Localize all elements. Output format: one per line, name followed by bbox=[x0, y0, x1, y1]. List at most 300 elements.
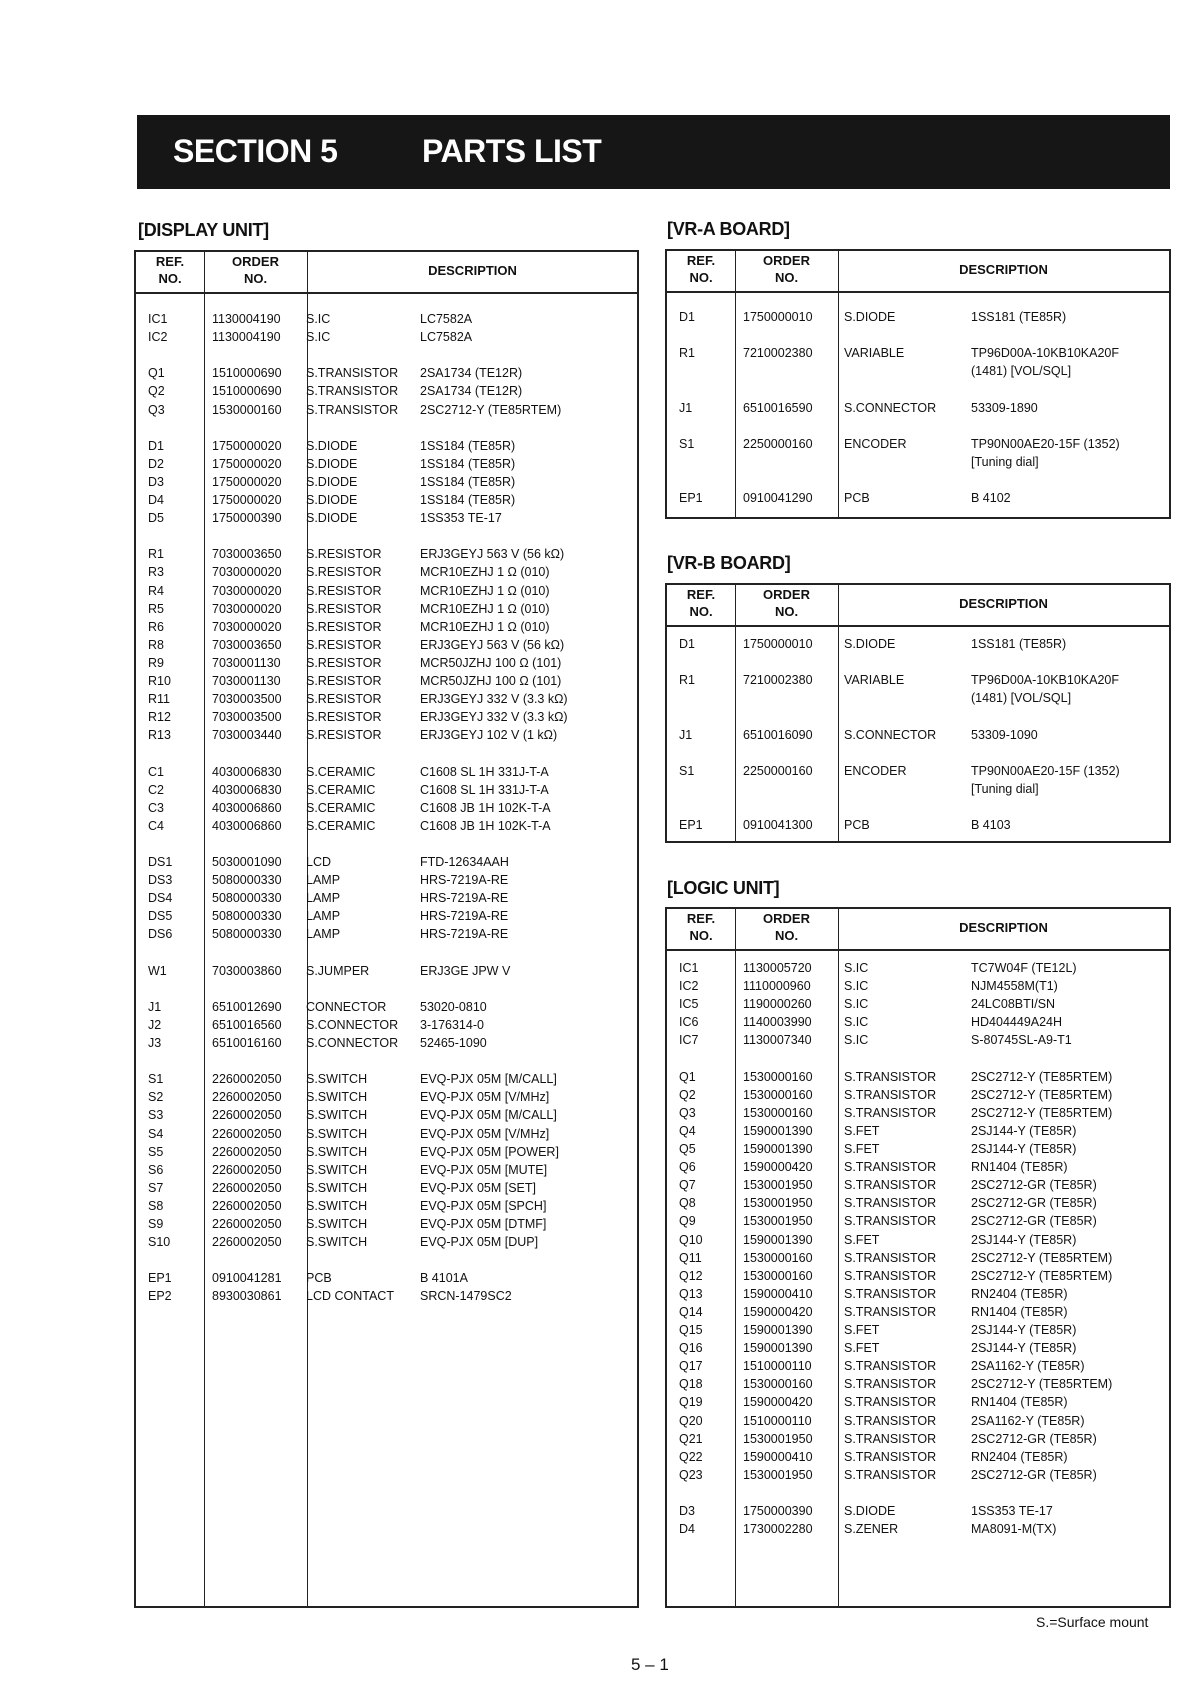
order-no-cell: 2250000160 bbox=[743, 436, 813, 451]
order-no-cell: 7030003650 bbox=[212, 547, 282, 562]
table-row bbox=[136, 781, 637, 799]
order-no-cell: 1750000020 bbox=[212, 493, 282, 507]
table-row bbox=[136, 310, 637, 328]
order-no-cell: 7210002380 bbox=[743, 673, 813, 688]
part-number-cell: C1608 JB 1H 102K-T-A bbox=[420, 800, 551, 815]
table-row bbox=[136, 690, 637, 708]
order-no-cell: 6510016560 bbox=[212, 1017, 282, 1032]
part-type-cell: S.TRANSISTOR bbox=[844, 1250, 937, 1265]
header-order: ORDER bbox=[763, 253, 810, 268]
part-number-cell: 53309-1890 bbox=[971, 400, 1038, 415]
column-divider bbox=[838, 251, 839, 517]
order-no-cell: 7030003440 bbox=[212, 728, 282, 743]
part-type-cell: S.SWITCH bbox=[306, 1217, 368, 1231]
ref-cell: Q9 bbox=[679, 1214, 696, 1229]
order-no-cell: 0910041300 bbox=[743, 818, 813, 832]
order-no-cell: 1530001950 bbox=[743, 1467, 813, 1482]
order-no-cell: 1530000160 bbox=[743, 1268, 813, 1283]
ref-cell: Q12 bbox=[679, 1268, 703, 1283]
ref-cell: IC7 bbox=[679, 1033, 699, 1048]
ref-cell: J3 bbox=[148, 1036, 162, 1050]
header-description: DESCRIPTION bbox=[959, 596, 1048, 611]
ref-cell: Q21 bbox=[679, 1431, 703, 1446]
ref-cell: EP1 bbox=[679, 818, 703, 832]
part-type-cell: S.DIODE bbox=[844, 1504, 896, 1518]
order-no-cell: 7030000020 bbox=[212, 601, 282, 616]
order-no-cell: 5080000330 bbox=[212, 891, 282, 906]
ref-cell: EP2 bbox=[148, 1289, 172, 1304]
part-type-cell: S.TRANSISTOR bbox=[844, 1377, 937, 1392]
part-number-cell: 2SC2712-Y (TE85RTEM) bbox=[971, 1377, 1113, 1392]
order-no-cell: 2260002050 bbox=[212, 1198, 282, 1213]
part-type-cell: S.DIODE bbox=[844, 310, 896, 324]
ref-cell: S8 bbox=[148, 1198, 164, 1213]
part-type-cell: S.TRANSISTOR bbox=[844, 1160, 937, 1175]
part-number-cell: TP90N00AE20-15F (1352) bbox=[971, 436, 1120, 451]
ref-cell: DS6 bbox=[148, 927, 173, 942]
order-no-cell: 1590001390 bbox=[743, 1123, 813, 1138]
order-no-cell: 1590000410 bbox=[743, 1286, 813, 1301]
part-type-cell: S.DIODE bbox=[306, 438, 358, 453]
part-number-cell: ERJ3GEYJ 563 V (56 kΩ) bbox=[420, 547, 565, 562]
part-type-cell: S.FET bbox=[844, 1323, 880, 1337]
part-type-cell: LCD bbox=[306, 855, 332, 869]
table-row bbox=[667, 362, 1169, 380]
order-no-cell: 7030000020 bbox=[212, 619, 282, 634]
table-row bbox=[667, 1393, 1169, 1411]
ref-cell: Q10 bbox=[679, 1232, 703, 1247]
part-number-cell: SRCN-1479SC2 bbox=[420, 1289, 512, 1304]
table-row bbox=[136, 871, 637, 889]
order-no-cell: 2260002050 bbox=[212, 1162, 282, 1177]
table-row bbox=[136, 509, 637, 527]
part-type-cell: S.IC bbox=[306, 330, 331, 345]
table-row bbox=[667, 1321, 1169, 1339]
order-no-cell: 1590000420 bbox=[743, 1304, 813, 1319]
table-row bbox=[667, 1194, 1169, 1212]
part-type-cell: S.TRANSISTOR bbox=[844, 1196, 937, 1211]
header-ref: REF. bbox=[155, 254, 185, 269]
order-no-cell: 1750000010 bbox=[743, 637, 813, 651]
vr-a-board-heading: [VR-A BOARD] bbox=[667, 219, 790, 239]
part-number-cell: 53020-0810 bbox=[420, 999, 487, 1014]
table-row bbox=[136, 1269, 637, 1287]
part-number-cell: (1481) [VOL/SQL] bbox=[971, 691, 1072, 706]
table-row bbox=[667, 1086, 1169, 1104]
table-row bbox=[667, 1285, 1169, 1303]
order-no-cell: 1510000690 bbox=[212, 366, 282, 381]
part-type-cell: S.RESISTOR bbox=[306, 728, 382, 743]
table-row bbox=[136, 1143, 637, 1161]
page-title: PARTS LIST bbox=[422, 133, 602, 169]
part-type-cell: S.TRANSISTOR bbox=[844, 1069, 937, 1084]
table-row bbox=[667, 1122, 1169, 1140]
part-type-cell: S.CONNECTOR bbox=[306, 1017, 399, 1032]
ref-cell: S1 bbox=[679, 436, 695, 451]
table-row bbox=[136, 455, 637, 473]
order-no-cell: 1510000690 bbox=[212, 384, 282, 399]
ref-cell: Q4 bbox=[679, 1123, 696, 1138]
ref-cell: Q1 bbox=[679, 1069, 696, 1084]
part-type-cell: S.CONNECTOR bbox=[844, 727, 937, 742]
ref-cell: D4 bbox=[148, 493, 164, 507]
part-number-cell: RN1404 (TE85R) bbox=[971, 1395, 1068, 1410]
part-number-cell: 1SS353 TE-17 bbox=[971, 1504, 1053, 1518]
part-number-cell: EVQ-PJX 05M [M/CALL] bbox=[420, 1108, 557, 1123]
part-type-cell: S.DIODE bbox=[306, 474, 358, 489]
part-type-cell: S.CONNECTOR bbox=[844, 400, 937, 415]
part-number-cell: C1608 SL 1H 331J-T-A bbox=[420, 764, 549, 779]
part-number-cell: LC7582A bbox=[420, 312, 473, 326]
part-number-cell: MCR10EZHJ 1 Ω (010) bbox=[420, 619, 550, 634]
part-type-cell: S.SWITCH bbox=[306, 1198, 368, 1213]
part-type-cell: S.DIODE bbox=[306, 511, 358, 526]
ref-cell: EP1 bbox=[679, 491, 703, 505]
order-no-cell: 7030001130 bbox=[212, 655, 281, 670]
order-no-cell: 1530000160 bbox=[743, 1377, 813, 1392]
part-number-cell: MCR50JZHJ 100 Ω (101) bbox=[420, 674, 562, 688]
table-row bbox=[667, 399, 1169, 417]
ref-cell: D1 bbox=[679, 310, 695, 324]
ref-cell: R4 bbox=[148, 583, 164, 598]
ref-cell: R9 bbox=[148, 655, 164, 670]
ref-cell: Q3 bbox=[679, 1105, 696, 1120]
part-type-cell: S.RESISTOR bbox=[306, 692, 382, 707]
table-row bbox=[667, 1502, 1169, 1520]
part-number-cell: 1SS184 (TE85R) bbox=[420, 456, 516, 471]
ref-cell: R11 bbox=[148, 692, 171, 707]
table-row bbox=[136, 1016, 637, 1034]
table-row bbox=[667, 780, 1169, 798]
table-row bbox=[667, 1158, 1169, 1176]
table-row bbox=[667, 995, 1169, 1013]
table-row bbox=[136, 364, 637, 382]
ref-cell: IC2 bbox=[679, 979, 699, 994]
part-type-cell: S.RESISTOR bbox=[306, 710, 382, 725]
part-type-cell: S.TRANSISTOR bbox=[844, 1178, 937, 1193]
table-row bbox=[667, 816, 1169, 834]
ref-cell: S7 bbox=[148, 1180, 164, 1195]
table-row bbox=[136, 907, 637, 925]
table-row bbox=[667, 671, 1169, 689]
ref-cell: R8 bbox=[148, 637, 164, 652]
part-number-cell: TC7W04F (TE12L) bbox=[971, 961, 1077, 975]
ref-cell: R1 bbox=[679, 673, 695, 688]
part-type-cell: S.SWITCH bbox=[306, 1180, 368, 1195]
display-unit-heading: [DISPLAY UNIT] bbox=[138, 220, 269, 240]
part-number-cell: 2SJ144-Y (TE85R) bbox=[971, 1142, 1077, 1156]
part-type-cell: LAMP bbox=[306, 891, 341, 906]
part-number-cell: ERJ3GE JPW V bbox=[420, 963, 511, 978]
part-type-cell: S.ZENER bbox=[844, 1522, 899, 1537]
order-no-cell: 6510016590 bbox=[743, 400, 813, 415]
table-row bbox=[136, 962, 637, 980]
part-type-cell: S.CERAMIC bbox=[306, 764, 376, 779]
order-no-cell: 4030006830 bbox=[212, 764, 282, 779]
ref-cell: S3 bbox=[148, 1108, 164, 1123]
part-type-cell: S.TRANSISTOR bbox=[844, 1431, 937, 1446]
order-no-cell: 1590001390 bbox=[743, 1341, 813, 1356]
ref-cell: R10 bbox=[148, 674, 171, 688]
table-row bbox=[136, 1233, 637, 1251]
vr-b-board-heading: [VR-B BOARD] bbox=[667, 553, 791, 573]
part-number-cell: 24LC08BTI/SN bbox=[971, 997, 1056, 1012]
order-no-cell: 7030003500 bbox=[212, 710, 282, 725]
ref-cell: Q7 bbox=[679, 1178, 696, 1193]
part-number-cell: 2SC2712-Y (TE85RTEM) bbox=[971, 1250, 1113, 1265]
ref-cell: S1 bbox=[148, 1072, 164, 1087]
header-ref: REF. bbox=[686, 911, 716, 926]
order-no-cell: 1750000020 bbox=[212, 456, 282, 471]
part-type-cell: S.IC bbox=[306, 312, 331, 326]
footnote: S.=Surface mount bbox=[1036, 1614, 1149, 1630]
table-row bbox=[667, 1176, 1169, 1194]
part-type-cell: S.JUMPER bbox=[306, 963, 370, 978]
order-no-cell: 1530000160 bbox=[212, 402, 282, 417]
part-number-cell: 2SC2712-GR (TE85R) bbox=[971, 1214, 1097, 1229]
header-description: DESCRIPTION bbox=[959, 920, 1048, 935]
part-number-cell: 2SC2712-Y (TE85RTEM) bbox=[971, 1087, 1113, 1102]
logic-unit-table bbox=[665, 907, 1171, 1608]
header-order: ORDER bbox=[232, 254, 279, 269]
order-no-cell: 1130004190 bbox=[212, 330, 281, 345]
table-row bbox=[667, 1231, 1169, 1249]
order-no-cell: 2260002050 bbox=[212, 1180, 282, 1195]
table-row bbox=[136, 636, 637, 654]
table-row bbox=[136, 1125, 637, 1143]
ref-cell: Q11 bbox=[679, 1250, 702, 1265]
part-number-cell: [Tuning dial] bbox=[971, 454, 1039, 469]
logic-unit-heading: [LOGIC UNIT] bbox=[667, 878, 780, 898]
part-number-cell: 2SC2712-Y (TE85RTEM) bbox=[971, 1268, 1113, 1283]
column-divider bbox=[735, 251, 736, 517]
part-number-cell: 1SS184 (TE85R) bbox=[420, 474, 516, 489]
ref-cell: D5 bbox=[148, 511, 164, 526]
table-row bbox=[136, 1179, 637, 1197]
order-no-cell: 2260002050 bbox=[212, 1126, 282, 1141]
part-type-cell: S.DIODE bbox=[844, 637, 896, 651]
part-number-cell: 1SS181 (TE85R) bbox=[971, 637, 1067, 651]
part-number-cell: EVQ-PJX 05M [DTMF] bbox=[420, 1217, 547, 1231]
part-type-cell: S.TRANSISTOR bbox=[306, 402, 399, 417]
ref-cell: D1 bbox=[679, 637, 695, 651]
table-row bbox=[667, 635, 1169, 653]
table-row bbox=[136, 473, 637, 491]
table-row bbox=[136, 1287, 637, 1305]
ref-cell: IC1 bbox=[148, 312, 168, 326]
header-order: ORDER bbox=[763, 587, 810, 602]
part-number-cell: ERJ3GEYJ 102 V (1 kΩ) bbox=[420, 728, 558, 743]
part-type-cell: S.TRANSISTOR bbox=[844, 1286, 937, 1301]
order-no-cell: 1530001950 bbox=[743, 1214, 813, 1229]
ref-cell: S5 bbox=[148, 1144, 164, 1159]
table-row bbox=[667, 1303, 1169, 1321]
part-number-cell: EVQ-PJX 05M [SET] bbox=[420, 1180, 537, 1195]
part-number-cell: 3-176314-0 bbox=[420, 1017, 484, 1032]
part-type-cell: ENCODER bbox=[844, 436, 907, 451]
header-ref-no: NO. bbox=[689, 604, 713, 619]
part-number-cell: EVQ-PJX 05M [V/MHz] bbox=[420, 1090, 550, 1105]
order-no-cell: 1750000020 bbox=[212, 474, 282, 489]
order-no-cell: 1750000390 bbox=[212, 511, 282, 526]
ref-cell: S1 bbox=[679, 763, 695, 778]
page-number: 5 – 1 bbox=[631, 1655, 669, 1674]
order-no-cell: 2260002050 bbox=[212, 1090, 282, 1105]
order-no-cell: 4030006860 bbox=[212, 800, 282, 815]
part-type-cell: S.CERAMIC bbox=[306, 818, 376, 833]
order-no-cell: 4030006860 bbox=[212, 818, 282, 833]
order-no-cell: 2260002050 bbox=[212, 1235, 282, 1250]
part-number-cell: MCR50JZHJ 100 Ω (101) bbox=[420, 655, 562, 670]
table-row bbox=[136, 817, 637, 835]
part-number-cell: EVQ-PJX 05M [DUP] bbox=[420, 1235, 539, 1250]
part-number-cell: [Tuning dial] bbox=[971, 781, 1039, 796]
part-type-cell: S.FET bbox=[844, 1341, 880, 1356]
ref-cell: C1 bbox=[148, 764, 164, 779]
ref-cell: S10 bbox=[148, 1235, 171, 1250]
part-number-cell: HRS-7219A-RE bbox=[420, 891, 509, 906]
table-row bbox=[136, 1088, 637, 1106]
table-row bbox=[136, 618, 637, 636]
ref-cell: Q14 bbox=[679, 1304, 703, 1319]
ref-cell: D3 bbox=[679, 1504, 695, 1518]
part-type-cell: S.SWITCH bbox=[306, 1235, 368, 1250]
table-row bbox=[667, 344, 1169, 362]
table-row bbox=[136, 328, 637, 346]
ref-cell: IC1 bbox=[679, 961, 699, 975]
order-no-cell: 2260002050 bbox=[212, 1108, 282, 1123]
header-description: DESCRIPTION bbox=[428, 263, 517, 278]
part-number-cell: 2SC2712-GR (TE85R) bbox=[971, 1178, 1097, 1193]
part-number-cell: 2SC2712-Y (TE85RTEM) bbox=[971, 1069, 1113, 1084]
part-type-cell: S.RESISTOR bbox=[306, 674, 382, 688]
order-no-cell: 2250000160 bbox=[743, 763, 813, 778]
order-no-cell: 7210002380 bbox=[743, 346, 813, 361]
table-row bbox=[667, 1466, 1169, 1484]
order-no-cell: 7030003500 bbox=[212, 692, 282, 707]
ref-cell: DS1 bbox=[148, 855, 173, 869]
part-type-cell: S.TRANSISTOR bbox=[306, 384, 399, 399]
table-row bbox=[667, 1249, 1169, 1267]
header-ref: REF. bbox=[686, 587, 716, 602]
part-type-cell: S.DIODE bbox=[306, 493, 358, 507]
ref-cell: J1 bbox=[148, 999, 162, 1014]
part-number-cell: 2SA1734 (TE12R) bbox=[420, 366, 523, 381]
order-no-cell: 5080000330 bbox=[212, 873, 282, 888]
part-type-cell: S.RESISTOR bbox=[306, 619, 382, 634]
part-number-cell: HRS-7219A-RE bbox=[420, 927, 509, 942]
ref-cell: R3 bbox=[148, 565, 164, 580]
order-no-cell: 1130007340 bbox=[743, 1033, 812, 1048]
table-row bbox=[136, 545, 637, 563]
part-number-cell: TP96D00A-10KB10KA20F bbox=[971, 673, 1120, 688]
order-no-cell: 5080000330 bbox=[212, 927, 282, 942]
order-no-cell: 7030001130 bbox=[212, 674, 281, 688]
ref-cell: J2 bbox=[148, 1017, 162, 1032]
ref-cell: C4 bbox=[148, 818, 164, 833]
part-number-cell: 1SS181 (TE85R) bbox=[971, 310, 1067, 324]
header-order-no: NO. bbox=[774, 270, 799, 285]
ref-cell: Q3 bbox=[148, 402, 165, 417]
table-row bbox=[136, 1215, 637, 1233]
ref-cell: J1 bbox=[679, 727, 693, 742]
part-number-cell: 1SS353 TE-17 bbox=[420, 511, 502, 526]
part-number-cell: MCR10EZHJ 1 Ω (010) bbox=[420, 601, 550, 616]
table-row bbox=[136, 1197, 637, 1215]
part-number-cell: 1SS184 (TE85R) bbox=[420, 493, 516, 507]
order-no-cell: 1530001950 bbox=[743, 1178, 813, 1193]
ref-cell: D4 bbox=[679, 1522, 695, 1537]
ref-cell: S2 bbox=[148, 1090, 164, 1105]
part-type-cell: S.TRANSISTOR bbox=[844, 1467, 937, 1482]
ref-cell: Q13 bbox=[679, 1286, 703, 1301]
ref-cell: Q17 bbox=[679, 1359, 703, 1374]
order-no-cell: 6510016160 bbox=[212, 1036, 282, 1050]
ref-cell: C3 bbox=[148, 800, 164, 815]
ref-cell: IC2 bbox=[148, 330, 168, 345]
table-row bbox=[136, 672, 637, 690]
ref-cell: Q22 bbox=[679, 1449, 703, 1464]
ref-cell: D2 bbox=[148, 456, 164, 471]
order-no-cell: 1530000160 bbox=[743, 1105, 813, 1120]
part-number-cell: (1481) [VOL/SQL] bbox=[971, 364, 1072, 379]
part-type-cell: S.RESISTOR bbox=[306, 565, 382, 580]
part-type-cell: LCD CONTACT bbox=[306, 1289, 394, 1304]
part-number-cell: EVQ-PJX 05M [SPCH] bbox=[420, 1198, 547, 1213]
part-number-cell: HRS-7219A-RE bbox=[420, 873, 509, 888]
part-type-cell: S.RESISTOR bbox=[306, 547, 382, 562]
order-no-cell: 1140003990 bbox=[743, 1015, 812, 1030]
table-row bbox=[667, 959, 1169, 977]
part-type-cell: PCB bbox=[306, 1271, 332, 1286]
column-divider bbox=[735, 585, 736, 841]
order-no-cell: 1590000410 bbox=[743, 1449, 813, 1464]
table-row bbox=[136, 582, 637, 600]
order-no-cell: 1750000390 bbox=[743, 1504, 813, 1518]
ref-cell: Q23 bbox=[679, 1467, 703, 1482]
header-order-no: NO. bbox=[774, 928, 799, 943]
part-number-cell: FTD-12634AAH bbox=[420, 855, 509, 869]
part-number-cell: MCR10EZHJ 1 Ω (010) bbox=[420, 565, 550, 580]
ref-cell: Q6 bbox=[679, 1160, 696, 1175]
part-number-cell: 2SC2712-GR (TE85R) bbox=[971, 1431, 1097, 1446]
ref-cell: Q18 bbox=[679, 1377, 703, 1392]
part-number-cell: MCR10EZHJ 1 Ω (010) bbox=[420, 583, 550, 598]
part-type-cell: S.TRANSISTOR bbox=[844, 1395, 937, 1410]
order-no-cell: 5080000330 bbox=[212, 909, 282, 924]
part-number-cell: EVQ-PJX 05M [M/CALL] bbox=[420, 1072, 557, 1087]
part-number-cell: 2SJ144-Y (TE85R) bbox=[971, 1123, 1077, 1138]
part-type-cell: S.IC bbox=[844, 961, 869, 975]
ref-cell: Q15 bbox=[679, 1323, 703, 1337]
table-row bbox=[667, 1031, 1169, 1049]
table-row bbox=[136, 600, 637, 618]
order-no-cell: 1590001390 bbox=[743, 1323, 813, 1337]
part-type-cell: S.TRANSISTOR bbox=[844, 1449, 937, 1464]
order-no-cell: 2260002050 bbox=[212, 1144, 282, 1159]
part-type-cell: S.FET bbox=[844, 1232, 880, 1247]
table-row bbox=[667, 1212, 1169, 1230]
order-no-cell: 0910041281 bbox=[212, 1271, 282, 1286]
order-no-cell: 7030000020 bbox=[212, 583, 282, 598]
part-number-cell: RN2404 (TE85R) bbox=[971, 1286, 1068, 1301]
vr-b-board-table bbox=[665, 583, 1171, 843]
part-number-cell: S-80745SL-A9-T1 bbox=[971, 1033, 1072, 1048]
table-row bbox=[667, 689, 1169, 707]
ref-cell: S4 bbox=[148, 1126, 164, 1141]
order-no-cell: 0910041290 bbox=[743, 491, 813, 505]
part-type-cell: S.TRANSISTOR bbox=[844, 1214, 937, 1229]
